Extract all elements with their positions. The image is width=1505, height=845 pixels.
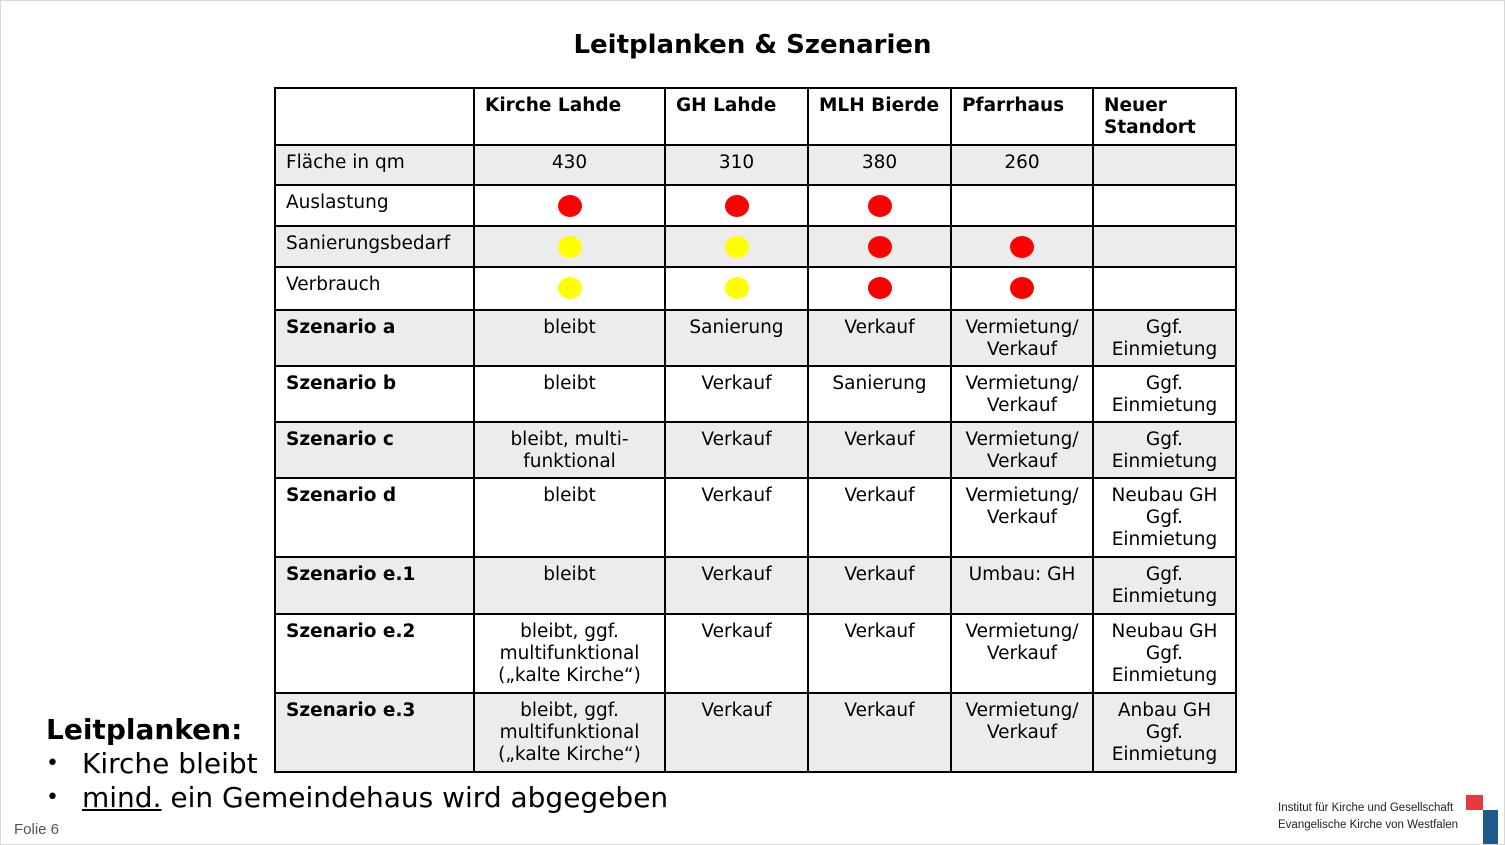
yellow-status-dot [558, 277, 582, 299]
logo-red-square [1466, 795, 1483, 810]
red-status-dot [868, 236, 892, 258]
scenario-row [275, 557, 1236, 614]
table-cell: Sanierung [665, 310, 808, 366]
yellow-status-dot [558, 236, 582, 258]
list-item [46, 781, 668, 815]
indicator-cell [1093, 226, 1236, 267]
logo-blue-bar [1483, 810, 1498, 844]
indicator-cell [951, 226, 1093, 267]
leitplanken-list [46, 747, 668, 815]
underlined-text: mind. [82, 781, 162, 814]
table-cell: Verkauf [808, 614, 951, 693]
yellow-status-dot [725, 236, 749, 258]
table-cell: Verkauf [665, 422, 808, 478]
table-cell: Ggf. Einmietung [1093, 310, 1236, 366]
bullet-text: ein Gemeindehaus wird abgegeben [161, 781, 669, 814]
table-cell: Verkauf [808, 693, 951, 772]
indicator-cell [665, 185, 808, 226]
table-cell: Verkauf [665, 478, 808, 557]
row-label: Szenario c [275, 422, 474, 478]
table-cell: Vermietung/ Verkauf [951, 422, 1093, 478]
row-label: Szenario b [275, 366, 474, 422]
indicator-cell [1093, 267, 1236, 310]
table-cell: 260 [951, 145, 1093, 185]
row-label: Verbrauch [275, 267, 474, 310]
scenario-row [275, 310, 1236, 366]
indicator-cell [474, 267, 665, 310]
table-cell: Anbau GH Ggf. Einmietung [1093, 693, 1236, 772]
indicator-cell [1093, 185, 1236, 226]
indicator-cell [808, 185, 951, 226]
table-cell: bleibt [474, 366, 665, 422]
table-cell: Verkauf [808, 478, 951, 557]
red-status-dot [725, 195, 749, 217]
row-label: Szenario e.2 [275, 614, 474, 693]
scenario-row [275, 478, 1236, 557]
red-status-dot [1010, 277, 1034, 299]
header-cell: Pfarrhaus [951, 88, 1093, 145]
header-cell-empty [275, 88, 474, 145]
table-cell: bleibt [474, 478, 665, 557]
red-status-dot [868, 195, 892, 217]
row-label: Szenario e.1 [275, 557, 474, 614]
table-cell: Ggf. Einmietung [1093, 557, 1236, 614]
table-cell: Verkauf [665, 693, 808, 772]
bullet-text: Kirche bleibt [82, 747, 258, 780]
table-cell: bleibt, multi-funktional [474, 422, 665, 478]
table-cell: bleibt, ggf. multifunktional („kalte Kirche“) [474, 614, 665, 693]
indicator-cell [474, 185, 665, 226]
indicator-cell [808, 226, 951, 267]
table-cell: bleibt [474, 310, 665, 366]
table-cell: Ggf. Einmietung [1093, 366, 1236, 422]
red-status-dot [868, 277, 892, 299]
yellow-status-dot [725, 277, 749, 299]
scenario-row [275, 422, 1236, 478]
header-cell: Neuer Standort [1093, 88, 1236, 145]
indicator-row [275, 267, 1236, 310]
table-cell: Verkauf [665, 557, 808, 614]
table-cell: Vermietung/ Verkauf [951, 693, 1093, 772]
table-cell: 430 [474, 145, 665, 185]
slide-title: Leitplanken & Szenarien [573, 30, 932, 60]
list-item [46, 747, 668, 781]
indicator-cell [951, 267, 1093, 310]
table-cell: Verkauf [808, 557, 951, 614]
indicator-cell [665, 226, 808, 267]
institute-name: Institut für Kirche und Gesellschaft [1278, 802, 1454, 814]
table-cell: Vermietung/ Verkauf [951, 310, 1093, 366]
indicator-row [275, 226, 1236, 267]
table-cell: Vermietung/ Verkauf [951, 614, 1093, 693]
row-label: Sanierungsbedarf [275, 226, 474, 267]
header-cell: GH Lahde [665, 88, 808, 145]
red-status-dot [558, 195, 582, 217]
scenario-table [274, 87, 1237, 773]
table-cell: Vermietung/ Verkauf [951, 366, 1093, 422]
table-cell: Verkauf [665, 366, 808, 422]
red-status-dot [1010, 236, 1034, 258]
row-label: Fläche in qm [275, 145, 474, 185]
table-cell: Verkauf [808, 310, 951, 366]
scenario-row [275, 614, 1236, 693]
area-row [275, 145, 1236, 185]
table-cell: bleibt, ggf. multifunktional („kalte Kirche“) [474, 693, 665, 772]
header-cell: MLH Bierde [808, 88, 951, 145]
table-cell: Neubau GH Ggf. Einmietung [1093, 614, 1236, 693]
church-name: Evangelische Kirche von Westfalen [1278, 819, 1459, 831]
leitplanken-box [46, 713, 668, 815]
indicator-cell [808, 267, 951, 310]
table-cell: Sanierung [808, 366, 951, 422]
row-label: Szenario a [275, 310, 474, 366]
table-header-row [275, 88, 1236, 145]
table-cell: 380 [808, 145, 951, 185]
table-cell: Verkauf [665, 614, 808, 693]
row-label: Szenario e.3 [275, 693, 474, 772]
institute-label [1278, 800, 1458, 834]
header-cell: Kirche Lahde [474, 88, 665, 145]
table-cell: 310 [665, 145, 808, 185]
row-label: Auslastung [275, 185, 474, 226]
table-cell: bleibt [474, 557, 665, 614]
indicator-cell [474, 226, 665, 267]
leitplanken-heading: Leitplanken: [46, 713, 243, 746]
table-cell: Ggf. Einmietung [1093, 422, 1236, 478]
row-label: Szenario d [275, 478, 474, 557]
table-cell: Verkauf [808, 422, 951, 478]
table-cell [1093, 145, 1236, 185]
table-cell: Umbau: GH [951, 557, 1093, 614]
slide-number: Folie 6 [14, 821, 60, 838]
indicator-cell [665, 267, 808, 310]
table-cell: Vermietung/ Verkauf [951, 478, 1093, 557]
indicator-row [275, 185, 1236, 226]
table-cell: Neubau GH Ggf. Einmietung [1093, 478, 1236, 557]
scenario-row [275, 366, 1236, 422]
indicator-cell [951, 185, 1093, 226]
